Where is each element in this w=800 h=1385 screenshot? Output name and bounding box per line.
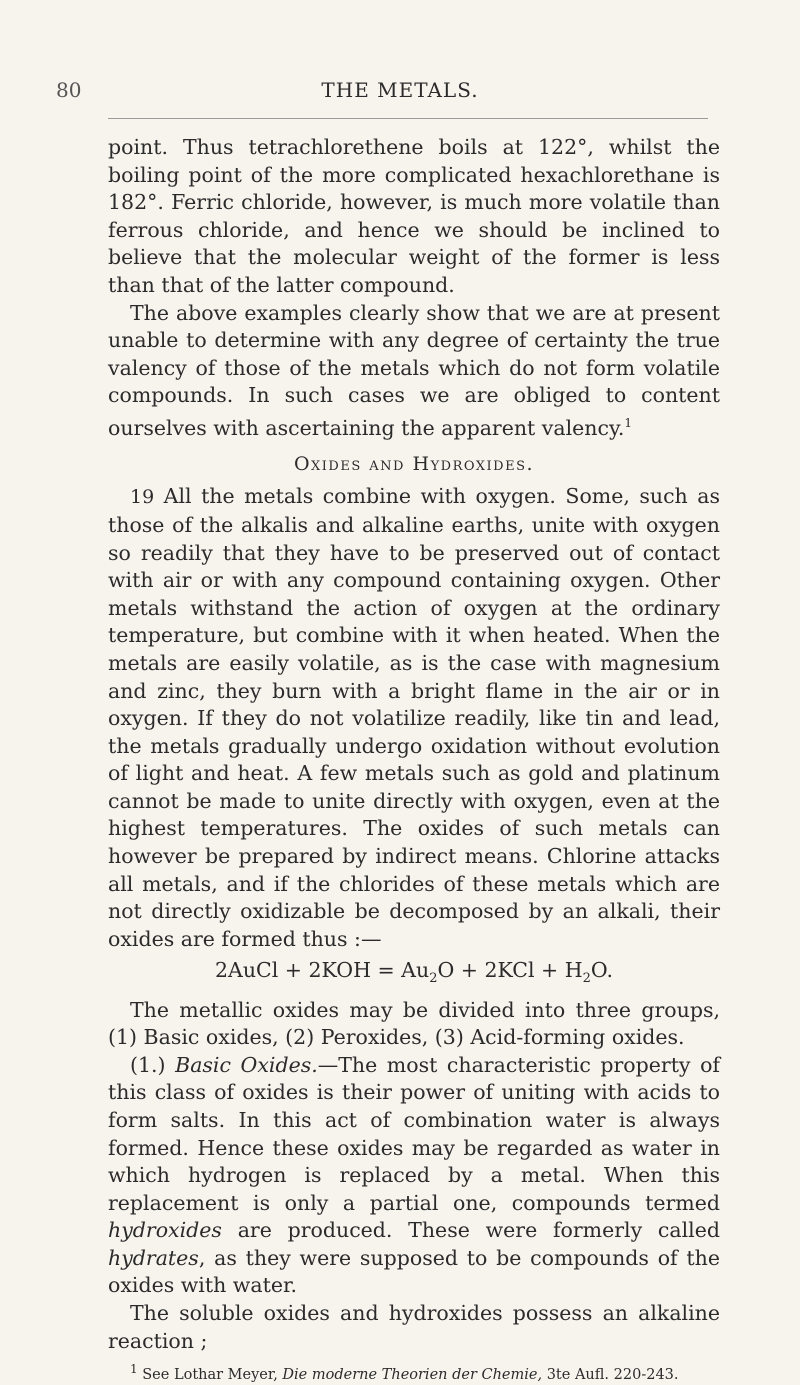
paragraph-oxygen bbox=[108, 483, 720, 953]
running-head: THE METALS. bbox=[321, 78, 479, 102]
paragraph-lead: (1.) bbox=[130, 1052, 166, 1077]
paragraph-text: The soluble oxides and hydroxides possess an alkaline reaction ; bbox=[108, 1301, 720, 1353]
paragraph-number: 19 bbox=[130, 486, 155, 509]
paragraph-text: The metallic oxides may be divided into three groups, (1) Basic oxides, (2) Peroxides, (3) Acid-forming oxides. bbox=[108, 997, 720, 1050]
page-number: 80 bbox=[56, 78, 82, 102]
footnote-title: Die moderne Theorien der Chemie, bbox=[282, 1367, 543, 1384]
paragraph-text: are produced. These were formerly called bbox=[237, 1218, 720, 1243]
paragraph-basic-oxides bbox=[108, 1052, 720, 1300]
italic-term: hydroxides bbox=[108, 1218, 222, 1243]
chemical-equation bbox=[108, 955, 720, 994]
header-rule bbox=[108, 118, 708, 119]
italic-term: hydrates bbox=[108, 1245, 199, 1270]
paragraph-soluble bbox=[108, 1300, 720, 1355]
equation-part: O. bbox=[590, 958, 614, 983]
equation-part: O + 2KCl + H bbox=[437, 958, 583, 983]
footnote-ref: 1 bbox=[624, 415, 632, 430]
paragraph-text: , as they were supposed to be compounds of the oxides with water. bbox=[108, 1245, 720, 1298]
footnote-mark: 1 bbox=[130, 1362, 138, 1377]
page-header bbox=[0, 78, 800, 108]
footnote-text: See Lothar Meyer, bbox=[142, 1367, 278, 1384]
footnote-text: 3te Aufl. 220-243. bbox=[546, 1367, 679, 1384]
equation-subscript: 2 bbox=[429, 971, 438, 987]
paragraph-groups bbox=[108, 997, 720, 1052]
paragraph-text: —The most characteristic property of this class of oxides is their power of uniting with acids to form salts. In this act of combination water is always formed. Hence these oxides may be regarded as water in which hydrogen is replaced by a metal. When this replacement is only a partial one, compounds termed bbox=[108, 1052, 720, 1215]
section-heading: Oxides and Hydroxides. bbox=[293, 453, 535, 476]
paragraph-text: point. Thus tetrachlorethene boils at 122°, whilst the boiling point of the more complicated hexachlorethane is 182°. Ferric chloride, however, is much more volatile than ferrous chloride, and hence we should be inclined to believe that the molecular weight of the former is less than that of the latter compound. bbox=[108, 135, 720, 297]
equation-part: 2AuCl + 2KOH = Au bbox=[214, 958, 430, 983]
paragraph-text: The above examples clearly show that we are at present unable to determine with any degree of certainty the true valency of those of the metals which do not form volatile compounds. In such cases we are obliged to content ourselves with ascertaining the apparent valency. bbox=[108, 300, 720, 440]
paragraph-valency bbox=[108, 300, 720, 443]
equation-subscript: 2 bbox=[582, 971, 591, 987]
paragraph-continuation bbox=[108, 134, 720, 300]
footnote bbox=[108, 1359, 720, 1385]
italic-title: Basic Oxides. bbox=[175, 1052, 318, 1077]
text-body bbox=[108, 134, 720, 1385]
paragraph-text: All the metals combine with oxygen. Some, such as those of the alkalis and alkaline earths, unite with oxygen so readily that they have to be preserved out of contact with air or with any compound containing oxygen. Other metals withstand the action of oxygen at the ordinary temperature, but combine with it when heated. When the metals are easily volatile, as is the case with magnesium and zinc, they burn with a bright flame in the air or in oxygen. If they do not volatilize readily, like tin and lead, the metals gradually undergo oxidation without evolution of light and heat. A few metals such as gold and platinum cannot be made to unite directly with oxygen, even at the highest temperatures. The oxides of such metals can however be prepared by indirect means. Chlorine attacks all metals, and if the chlorides of these metals which are not directly oxidizable be decomposed by an alkali, their oxides are formed thus :— bbox=[108, 484, 720, 951]
